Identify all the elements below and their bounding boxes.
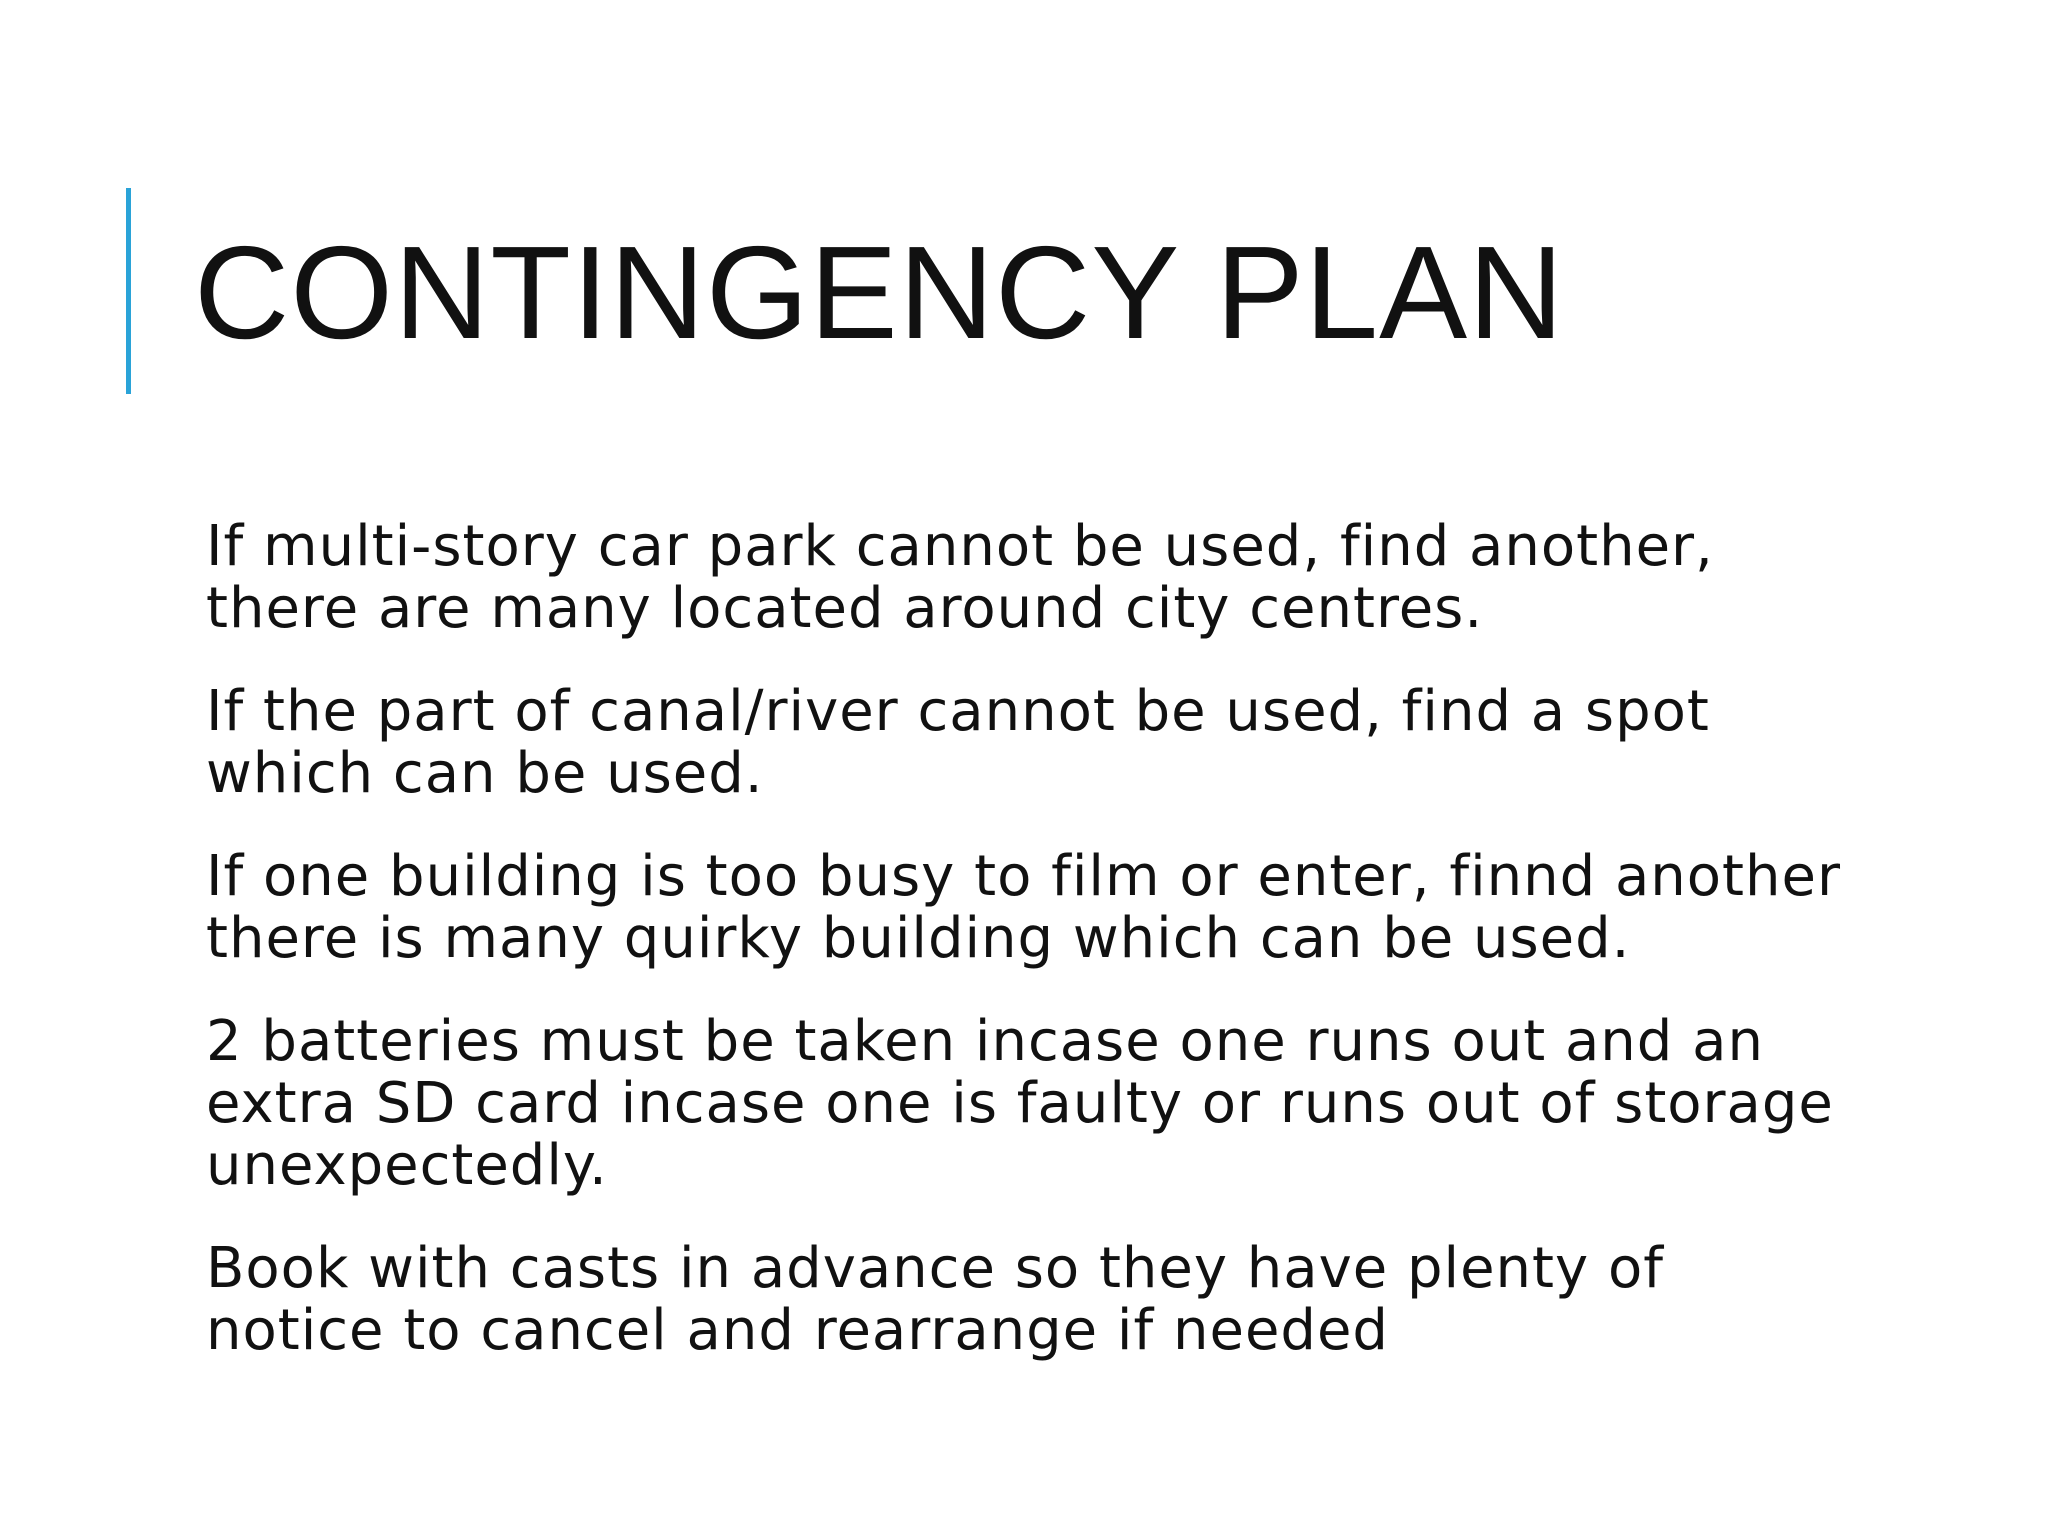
slide-title: CONTINGENCY PLAN — [194, 219, 1565, 366]
body-paragraph-building: If one building is too busy to film or enter, finnd another there is many quirky building which can be used. — [206, 844, 1841, 971]
body-paragraph-car-park: If multi-story car park cannot be used, find another, there are many located around city centres. — [206, 514, 1714, 641]
title-accent-bar — [126, 188, 131, 394]
body-text-list — [206, 516, 1846, 1403]
body-paragraph-batteries: 2 batteries must be taken incase one runs out and an extra SD card incase one is faulty or runs out of storage unexpectedly. — [206, 1009, 1834, 1198]
body-paragraph-canal-river: If the part of canal/river cannot be used, find a spot which can be used. — [206, 679, 1710, 806]
body-paragraph-casts: Book with casts in advance so they have plenty of notice to cancel and rearrange if needed — [206, 1236, 1664, 1363]
